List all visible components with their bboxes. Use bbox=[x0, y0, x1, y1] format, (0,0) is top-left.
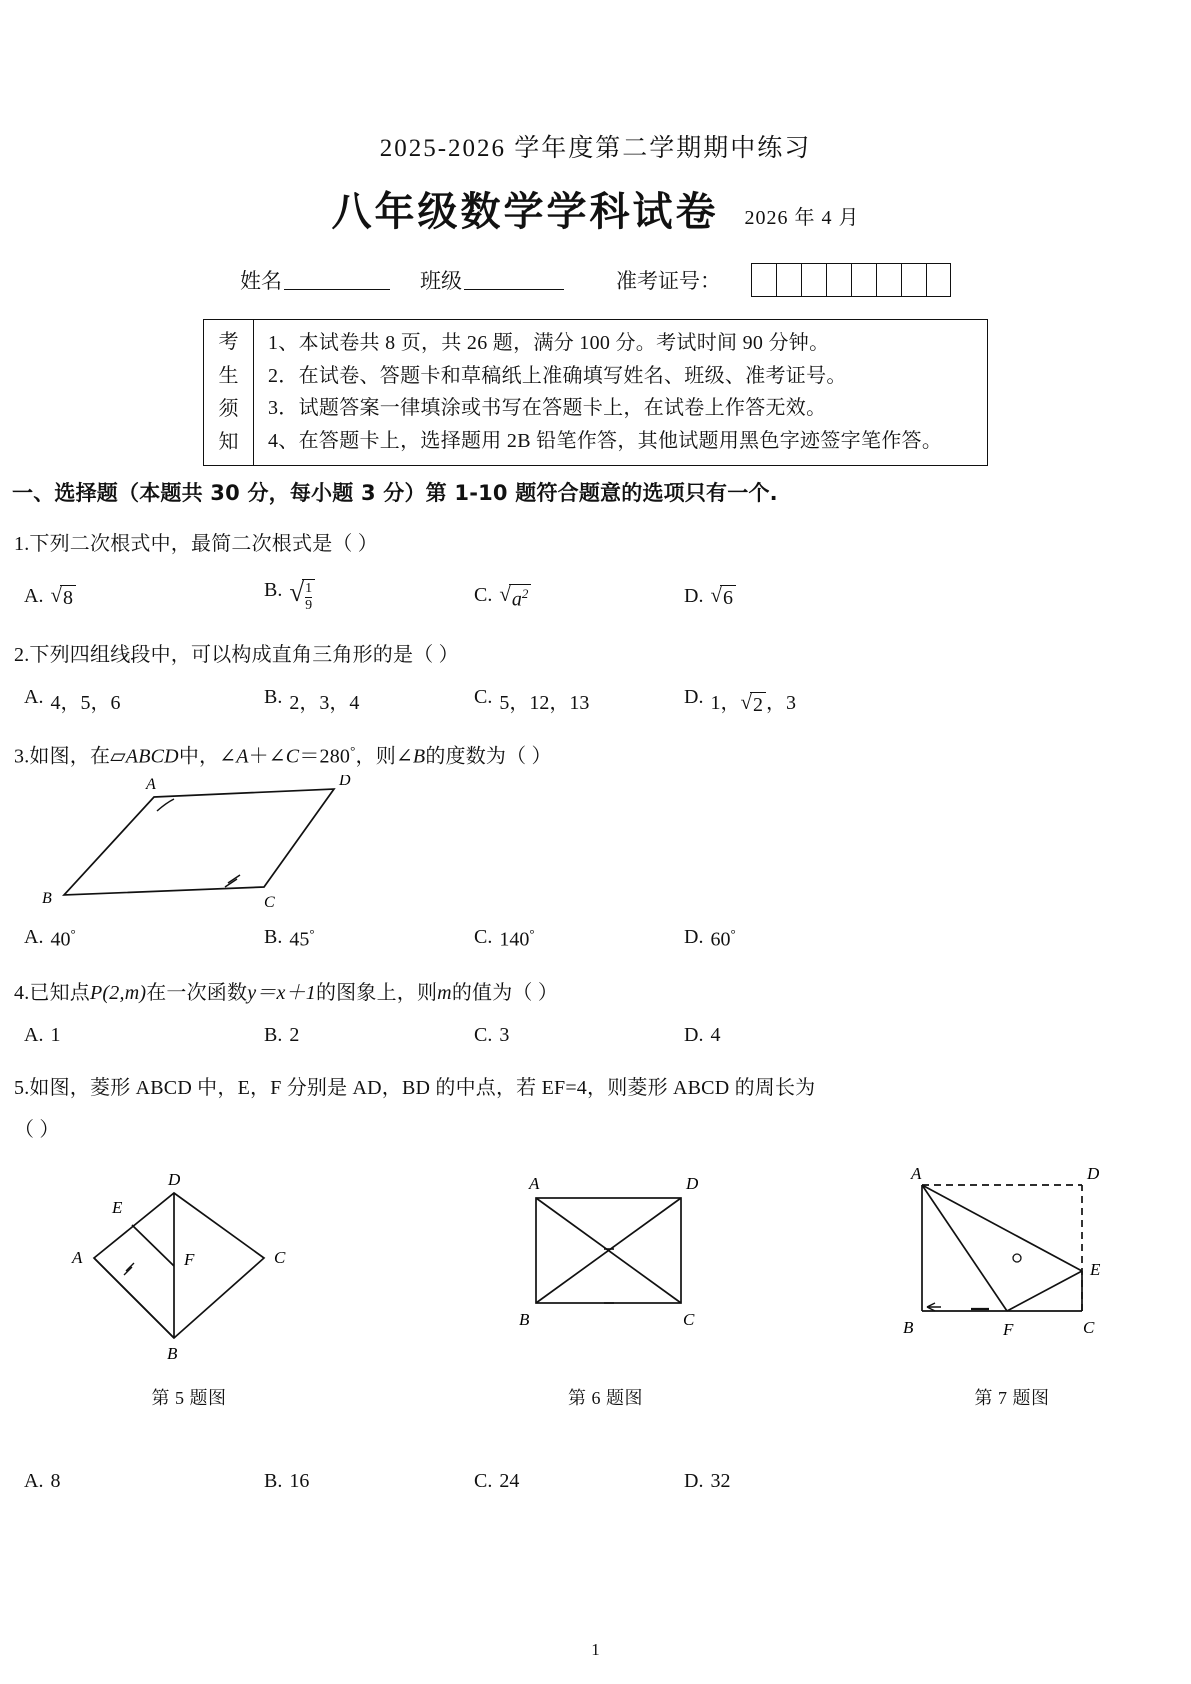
option-letter: B. bbox=[264, 1024, 283, 1047]
q4-tail: 的值为（ ） bbox=[451, 982, 559, 1005]
notice-label-char: 须 bbox=[218, 397, 239, 420]
figure-5-caption: 第 5 题图 bbox=[151, 1388, 227, 1409]
q4-mid2: 的图象上，则 bbox=[315, 982, 438, 1005]
exam-notice-box bbox=[203, 319, 988, 466]
ticket-cell[interactable] bbox=[876, 263, 901, 297]
question-5-option-c[interactable] bbox=[474, 1470, 684, 1493]
option-value: 45° bbox=[289, 926, 315, 952]
option-value: 2，3，4 bbox=[289, 691, 360, 714]
q3-lead: 如图，在▱ bbox=[29, 745, 126, 768]
question-1-option-d[interactable] bbox=[684, 585, 864, 608]
option-value: 5，12，13 bbox=[499, 691, 590, 714]
question-1-stem bbox=[14, 529, 1177, 559]
option-value: 4 bbox=[710, 1024, 721, 1047]
question-5-stem-line2: （ ） bbox=[14, 1119, 60, 1142]
figure-label-f: F bbox=[1003, 1320, 1014, 1340]
option-value: 16 bbox=[289, 1470, 310, 1493]
figure-label-d: D bbox=[1087, 1164, 1100, 1184]
question-4-option-c[interactable] bbox=[474, 1024, 684, 1047]
question-4-stem bbox=[14, 978, 1177, 1008]
option-letter: A. bbox=[24, 1024, 44, 1047]
figure-6-caption: 第 6 题图 bbox=[568, 1388, 643, 1409]
question-1-option-b[interactable] bbox=[264, 579, 474, 613]
ticket-cell[interactable] bbox=[851, 263, 876, 297]
question-1-option-c[interactable] bbox=[474, 581, 684, 611]
sqrt-a-squared: √ $a^2$ bbox=[499, 584, 531, 610]
figure-label-c: C bbox=[264, 894, 275, 912]
figure-7-container bbox=[897, 1163, 1127, 1410]
q3-plus: ＋∠ bbox=[248, 745, 286, 768]
notice-label-char: 考 bbox=[218, 331, 239, 354]
figure-label-e: E bbox=[112, 1198, 123, 1218]
figure-label-c: C bbox=[682, 1310, 694, 1330]
option-value: 60° bbox=[710, 926, 736, 952]
figure-label-b: B bbox=[518, 1310, 529, 1330]
option-value: 3 bbox=[499, 1024, 510, 1047]
option-letter: A. bbox=[24, 1470, 44, 1493]
q3-figure-name: ABCD bbox=[125, 745, 179, 768]
notice-label-char: 知 bbox=[218, 431, 239, 454]
figure-label-e: E bbox=[1090, 1260, 1101, 1280]
question-3-number: 3. bbox=[14, 745, 30, 768]
name-field[interactable] bbox=[240, 265, 390, 295]
question-4-option-d[interactable] bbox=[684, 1024, 864, 1047]
q4-function: y＝x＋1 bbox=[247, 982, 316, 1005]
option-letter: C. bbox=[474, 685, 493, 708]
class-field[interactable] bbox=[420, 265, 564, 295]
exam-date: 2026 年 4 月 bbox=[744, 207, 860, 229]
notice-label-char: 生 bbox=[218, 364, 239, 387]
question-4-options bbox=[14, 1024, 1177, 1047]
figure-label-b: B bbox=[42, 890, 52, 908]
question-5-option-d[interactable] bbox=[684, 1470, 864, 1493]
q3-tail: 的度数为（ ） bbox=[425, 745, 552, 768]
question-2-text: 下列四组线段中，可以构成直角三角形的是（ ） bbox=[29, 643, 459, 666]
question-5-text-line1: 如图，菱形 ABCD 中，E，F 分别是 AD，BD 的中点，若 EF=4，则菱形 ABCD 的周长为 bbox=[29, 1077, 816, 1100]
option-letter: C. bbox=[474, 1024, 493, 1047]
q3-mid: 中，∠ bbox=[178, 745, 237, 768]
question-3-stem bbox=[14, 741, 1177, 772]
ticket-cell[interactable] bbox=[751, 263, 776, 297]
option-letter: B. bbox=[264, 579, 283, 602]
question-3-option-a[interactable] bbox=[14, 926, 264, 952]
question-2-stem bbox=[14, 640, 1177, 670]
ticket-cell[interactable] bbox=[901, 263, 926, 297]
figure-label-a: A bbox=[528, 1174, 539, 1194]
exam-term: 2025-2026 学年度第二学期期中练习 bbox=[379, 135, 812, 162]
option-letter: B. bbox=[264, 685, 283, 708]
option-letter: A. bbox=[24, 685, 44, 708]
notice-item: 1、本试卷共 8 页，共 26 题，满分 100 分。考试时间 90 分钟。 bbox=[268, 332, 830, 354]
option-value: 1， √ 2 ，3 bbox=[710, 689, 796, 716]
question-1-text: 下列二次根式中，最简二次根式是（ ） bbox=[29, 533, 379, 556]
option-value: 40° bbox=[50, 926, 76, 952]
ticket-label: 准考证号： bbox=[616, 269, 721, 293]
option-letter: D. bbox=[684, 1470, 704, 1493]
figure-label-d: D bbox=[339, 775, 351, 790]
page-title: 八年级数学学科试卷 bbox=[331, 189, 719, 235]
folded-rectangle-svg bbox=[897, 1163, 1127, 1363]
figure-label-b: B bbox=[903, 1318, 914, 1338]
option-letter: D. bbox=[684, 1024, 704, 1047]
notice-item: 4、在答题卡上，选择题用 2B 铅笔作答，其他试题用黑色字迹签字笔作答。 bbox=[268, 429, 943, 452]
question-1-option-a[interactable] bbox=[14, 585, 264, 608]
question-5-number: 5. bbox=[14, 1077, 30, 1100]
question-3-options bbox=[14, 926, 1177, 952]
section-heading-choice: 一、选择题（本题共 30 分，每小题 3 分）第 1-10 题符合题意的选项只有一个. bbox=[12, 481, 778, 506]
figure-5-container bbox=[64, 1163, 314, 1410]
question-4-option-a[interactable] bbox=[14, 1024, 264, 1047]
question-3-option-d[interactable] bbox=[684, 926, 864, 952]
figure-label-f: F bbox=[184, 1250, 195, 1270]
question-1-number: 1. bbox=[14, 533, 30, 556]
page-number: 1 bbox=[591, 1640, 600, 1659]
figure-row bbox=[64, 1163, 1127, 1410]
degree-symbol: ° bbox=[350, 742, 356, 758]
question-5-stem bbox=[14, 1073, 1177, 1103]
figure-7-caption: 第 7 题图 bbox=[974, 1388, 1050, 1409]
option-letter: D. bbox=[684, 685, 704, 708]
question-2-option-a[interactable] bbox=[14, 686, 264, 715]
question-2-number: 2. bbox=[14, 643, 30, 666]
ticket-cell[interactable] bbox=[826, 263, 851, 297]
sqrt-2: √ 2 bbox=[740, 692, 766, 715]
sqrt-one-ninth: √ $\frac{1}{9}$ bbox=[289, 579, 315, 613]
question-3-option-b[interactable] bbox=[264, 926, 474, 952]
q4-variable-m: m bbox=[437, 982, 452, 1005]
figure-label-d: D bbox=[168, 1170, 181, 1190]
figure-label-c: C bbox=[1083, 1318, 1095, 1338]
notice-item-list bbox=[254, 320, 987, 465]
class-label: 班级 bbox=[420, 269, 462, 293]
document-header bbox=[0, 0, 1191, 237]
option-value: 4，5，6 bbox=[50, 691, 121, 714]
sqrt-8: √ 8 bbox=[50, 585, 76, 608]
notice-item: 3．试题答案一律填涂或书写在答题卡上，在试卷上作答无效。 bbox=[268, 397, 827, 420]
option-value: 32 bbox=[710, 1470, 731, 1493]
q3-equals: ＝280 bbox=[299, 745, 351, 768]
option-letter: C. bbox=[474, 926, 493, 949]
question-5-option-b[interactable] bbox=[264, 1470, 474, 1493]
ticket-cell[interactable] bbox=[801, 263, 826, 297]
option-value: 2 bbox=[289, 1024, 300, 1047]
question-2-option-d[interactable] bbox=[684, 686, 864, 715]
question-2-option-b[interactable] bbox=[264, 686, 474, 715]
name-blank[interactable] bbox=[284, 272, 390, 290]
figure-label-a: A bbox=[146, 776, 156, 794]
rhombus-abcd-svg bbox=[64, 1163, 314, 1363]
figure-6-container bbox=[501, 1163, 711, 1410]
question-1-options bbox=[14, 579, 1177, 613]
identity-row bbox=[0, 263, 1191, 297]
figure-label-a: A bbox=[72, 1248, 83, 1268]
option-value: 24 bbox=[499, 1470, 520, 1493]
option-letter: D. bbox=[684, 585, 704, 608]
ticket-cell[interactable] bbox=[926, 263, 951, 297]
question-4-number: 4. bbox=[14, 982, 30, 1005]
figure-label-d: D bbox=[685, 1174, 698, 1194]
option-letter: A. bbox=[24, 585, 44, 608]
question-5-options bbox=[14, 1470, 1177, 1493]
figure-label-b: B bbox=[167, 1344, 178, 1364]
notice-item: 2．在试卷、答题卡和草稿纸上准确填写姓名、班级、准考证号。 bbox=[268, 364, 847, 387]
option-letter: A. bbox=[24, 926, 44, 949]
rectangle-abcd-svg bbox=[501, 1163, 711, 1363]
option-letter: D. bbox=[684, 926, 704, 949]
ticket-cell[interactable] bbox=[776, 263, 801, 297]
option-value: 1 bbox=[50, 1024, 61, 1047]
q3-angle-a: A bbox=[236, 745, 249, 768]
notice-label-column bbox=[204, 320, 254, 465]
option-value: 140° bbox=[499, 926, 535, 952]
figure-label-a: A bbox=[911, 1164, 922, 1184]
question-list bbox=[14, 529, 1177, 1493]
parallelogram-abcd-svg bbox=[24, 775, 444, 915]
question-5-option-a[interactable] bbox=[14, 1470, 264, 1493]
q4-lead: 已知点 bbox=[29, 982, 91, 1005]
question-2-options bbox=[14, 686, 1177, 715]
option-letter: C. bbox=[474, 583, 493, 606]
question-2-option-c[interactable] bbox=[474, 686, 684, 715]
option-letter: C. bbox=[474, 1470, 493, 1493]
class-blank[interactable] bbox=[464, 272, 564, 290]
q4-mid: 在一次函数 bbox=[146, 982, 248, 1005]
question-4-option-b[interactable] bbox=[264, 1024, 474, 1047]
q3-angle-c: C bbox=[285, 745, 300, 768]
figure-label-c: C bbox=[274, 1248, 286, 1268]
option-letter: B. bbox=[264, 1470, 283, 1493]
question-3-figure bbox=[24, 775, 1177, 920]
option-letter: B. bbox=[264, 926, 283, 949]
sqrt-6: √ 6 bbox=[710, 585, 736, 608]
q4-point: P(2,m) bbox=[90, 982, 147, 1005]
question-3-option-c[interactable] bbox=[474, 926, 684, 952]
q3-angle-b: B bbox=[412, 745, 426, 768]
option-value: 8 bbox=[50, 1470, 61, 1493]
ticket-number-boxes[interactable] bbox=[751, 263, 951, 297]
title-row bbox=[0, 180, 1191, 237]
q3-tail-pre: ，则∠ bbox=[355, 745, 413, 768]
name-label: 姓名 bbox=[240, 269, 282, 293]
